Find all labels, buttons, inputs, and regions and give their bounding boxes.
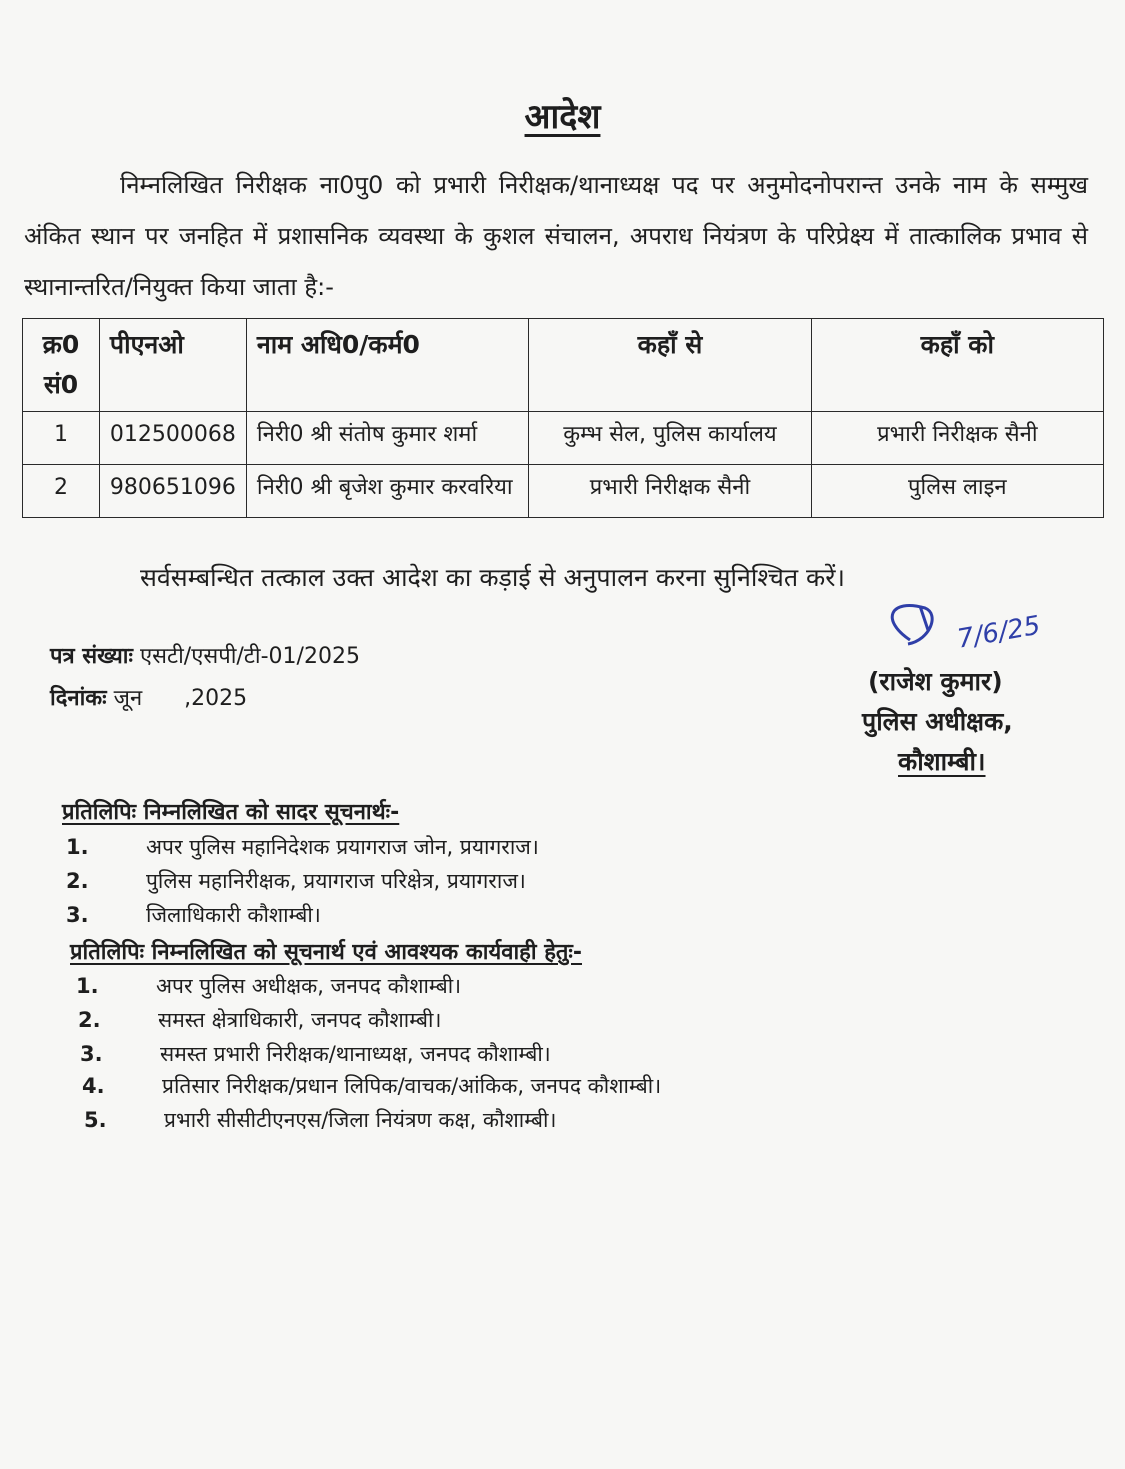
cc-heading-info: प्रतिलिपिः निम्नलिखित को सादर सूचनार्थः- [62,800,400,825]
letter-number-value: एसटी/एसपी/टी-01/2025 [139,644,360,669]
col-header-pno: पीएनओ [99,319,246,412]
letter-date-value: जून ,2025 [113,686,248,711]
transfer-table [22,318,1104,518]
table-row [23,412,1104,465]
cell-pno: 980651096 [99,465,246,518]
cell-to: प्रभारी निरीक्षक सैनी [811,412,1103,465]
letter-number-label: पत्र संख्याः [50,644,133,669]
col-header-from: कहाँ से [529,319,811,412]
table-header-row [23,319,1104,412]
cell-pno: 012500068 [99,412,246,465]
signer-name: (राजेश कुमार) [868,667,1003,696]
list-item: 1. अपर पुलिस महानिदेशक प्रयागराज जोन, प्रयागराज। [66,835,539,859]
cell-serial: 1 [23,412,100,465]
col-header-serial: क्र0 सं0 [23,319,100,412]
cell-to: पुलिस लाइन [811,465,1103,518]
cell-from: कुम्भ सेल, पुलिस कार्यालय [529,412,811,465]
cell-serial: 2 [23,465,100,518]
cc-heading-action: प्रतिलिपिः निम्नलिखित को सूचनार्थ एवं आवश्यक कार्यवाही हेतुः- [70,940,582,965]
cell-name: निरी0 श्री संतोष कुमार शर्मा [246,412,528,465]
list-item: 3. समस्त प्रभारी निरीक्षक/थानाध्यक्ष, जनपद कौशाम्बी। [80,1042,551,1066]
letter-date-label: दिनांकः [50,686,107,711]
list-item: 5. प्रभारी सीसीटीएनएस/जिला नियंत्रण कक्ष, कौशाम्बी। [84,1108,557,1132]
table-row [23,465,1104,518]
letter-date [50,682,247,712]
letter-number [50,640,360,670]
col-header-to: कहाँ को [811,319,1103,412]
list-item: 4. प्रतिसार निरीक्षक/प्रधान लिपिक/वाचक/आंकिक, जनपद कौशाम्बी। [82,1074,662,1098]
list-item: 3. जिलाधिकारी कौशाम्बी। [66,903,321,927]
col-header-name: नाम अधि0/कर्म0 [246,319,528,412]
signer-place: कौशाम्बी। [898,747,986,776]
list-item: 1. अपर पुलिस अधीक्षक, जनपद कौशाम्बी। [76,974,462,998]
signer-designation: पुलिस अधीक्षक, [862,707,1013,736]
document-title: आदेश [524,97,601,137]
list-item: 2. पुलिस महानिरीक्षक, प्रयागराज परिक्षेत्र, प्रयागराज। [66,869,526,893]
order-intro-paragraph: निम्नलिखित निरीक्षक ना0पु0 को प्रभारी निरीक्षक/थानाध्यक्ष पद पर अनुमोदनोपरान्त उनके नाम के सम्मुख अंकित स्थान पर जनहित में प्रशासनिक व्यवस्था के कुशल संचालन, अपराध नियंत्रण के परिप्रेक्ष्य में तात्कालिक प्रभाव से स्थानान्तरित/नियुक्त किया जाता है:- [24,171,1088,301]
cell-from: प्रभारी निरीक्षक सैनी [529,465,811,518]
signer-block [862,662,1013,782]
signature-date-scribble: 7/6/25 [955,610,1043,655]
list-item: 2. समस्त क्षेत्राधिकारी, जनपद कौशाम्बी। [78,1008,442,1032]
cell-name: निरी0 श्री बृजेश कुमार करवरिया [246,465,528,518]
closing-instruction: सर्वसम्बन्धित तत्काल उक्त आदेश का कड़ाई से अनुपालन करना सुनिश्चित करें। [140,563,845,592]
